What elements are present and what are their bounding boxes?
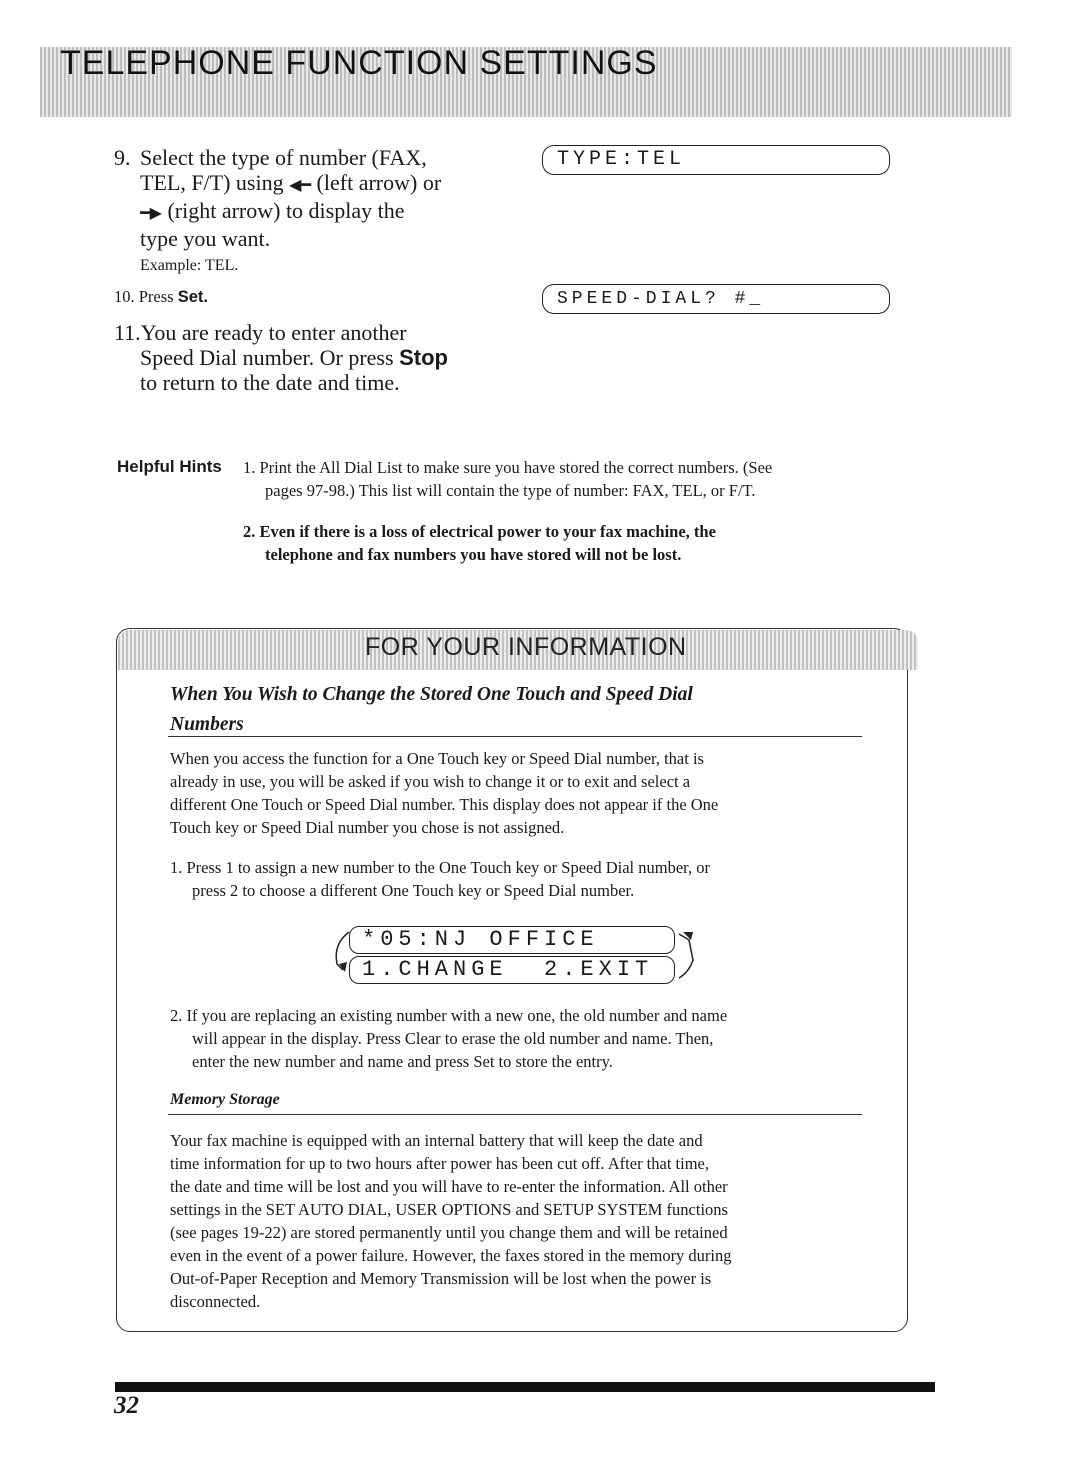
- helpful-hints-label: Helpful Hints: [117, 457, 222, 476]
- fyi-title: FOR YOUR INFORMATION: [365, 633, 687, 661]
- step-9-line1: Select the type of number (FAX,: [140, 145, 427, 170]
- hint-2: 2. Even if there is a loss of electrical power to your fax machine, the telephone and fax numbers you have stored will not be lost.: [243, 522, 716, 564]
- fyi-item-2: 2. If you are replacing an existing number with a new one, the old number and name will appear in the display. Press Clear to erase the old number and name. Then, enter the new number and name and press Set to store the entry.: [170, 1006, 728, 1071]
- example-text: Example: TEL.: [140, 257, 239, 274]
- right-arrow-icon: ━▶: [140, 205, 162, 222]
- lcd-speed-dial: SPEED-DIAL? #_: [542, 284, 890, 314]
- subheading-rule: [168, 736, 862, 737]
- hint-1: 1. Print the All Dial List to make sure you have stored the correct numbers. (See pages 97-98.) This list will contain the type of number: FAX, TEL, or F/T.: [243, 458, 773, 500]
- memory-rule: [168, 1114, 862, 1115]
- fyi-paragraph-1: When you access the function for a One Touch key or Speed Dial number, that is already in use, you will be asked if you wish to change it or to exit and select a different One Touch or Speed Dial number. This display does not appear if the One Touch key or Speed Dial number you chose is not assigned.: [170, 749, 719, 837]
- step-11: 11.You are ready to enter another Speed Dial number. Or press Stop to return to the date and time.: [114, 320, 448, 395]
- set-key-label: Set.: [177, 288, 208, 306]
- fyi-item-1: 1. Press 1 to assign a new number to the One Touch key or Speed Dial number, or press 2 to choose a different One Touch key or Speed Dial number.: [170, 858, 710, 900]
- fyi-paragraph-memory: Your fax machine is equipped with an internal battery that will keep the date and time information for up to two hours after power has been cut off. After that time, the date and time will be lost and you will have to re-enter the information. All other settings in the SET AUTO DIAL, USER OPTIONS and SETUP SYSTEM functions (see pages 19-22) are stored permanently until you change them and will be retained even in the event of a power failure. However, the faxes stored in the memory during Out-of-Paper Reception and Memory Transmission will be lost when the power is disconnected.: [170, 1131, 732, 1311]
- fyi-subheading-change: When You Wish to Change the Stored One Touch and Speed Dial Numbers: [170, 684, 693, 735]
- lcd-display-group: [327, 926, 717, 990]
- fyi-subheading-memory: Memory Storage: [170, 1091, 280, 1108]
- footer-bar: [115, 1382, 935, 1392]
- lcd-line-change-exit: 1.CHANGE 2.EXIT: [349, 956, 675, 984]
- lcd-type-tel: TYPE:TEL: [542, 145, 890, 175]
- left-arrow-icon: ◀━: [289, 177, 312, 194]
- stop-key-label: Stop: [399, 345, 448, 370]
- step-10: 10. Press Set.: [114, 287, 208, 306]
- lcd-line-office: *05:NJ OFFICE: [349, 926, 675, 954]
- step-9: 9. Select the type of number (FAX, TEL, F/T) using ◀━ (left arrow) or ━▶ (right arrow) to display the type you want. Example: TEL.: [114, 145, 441, 278]
- page-number: 32: [114, 1392, 139, 1419]
- page-title: TELEPHONE FUNCTION SETTINGS: [60, 44, 658, 82]
